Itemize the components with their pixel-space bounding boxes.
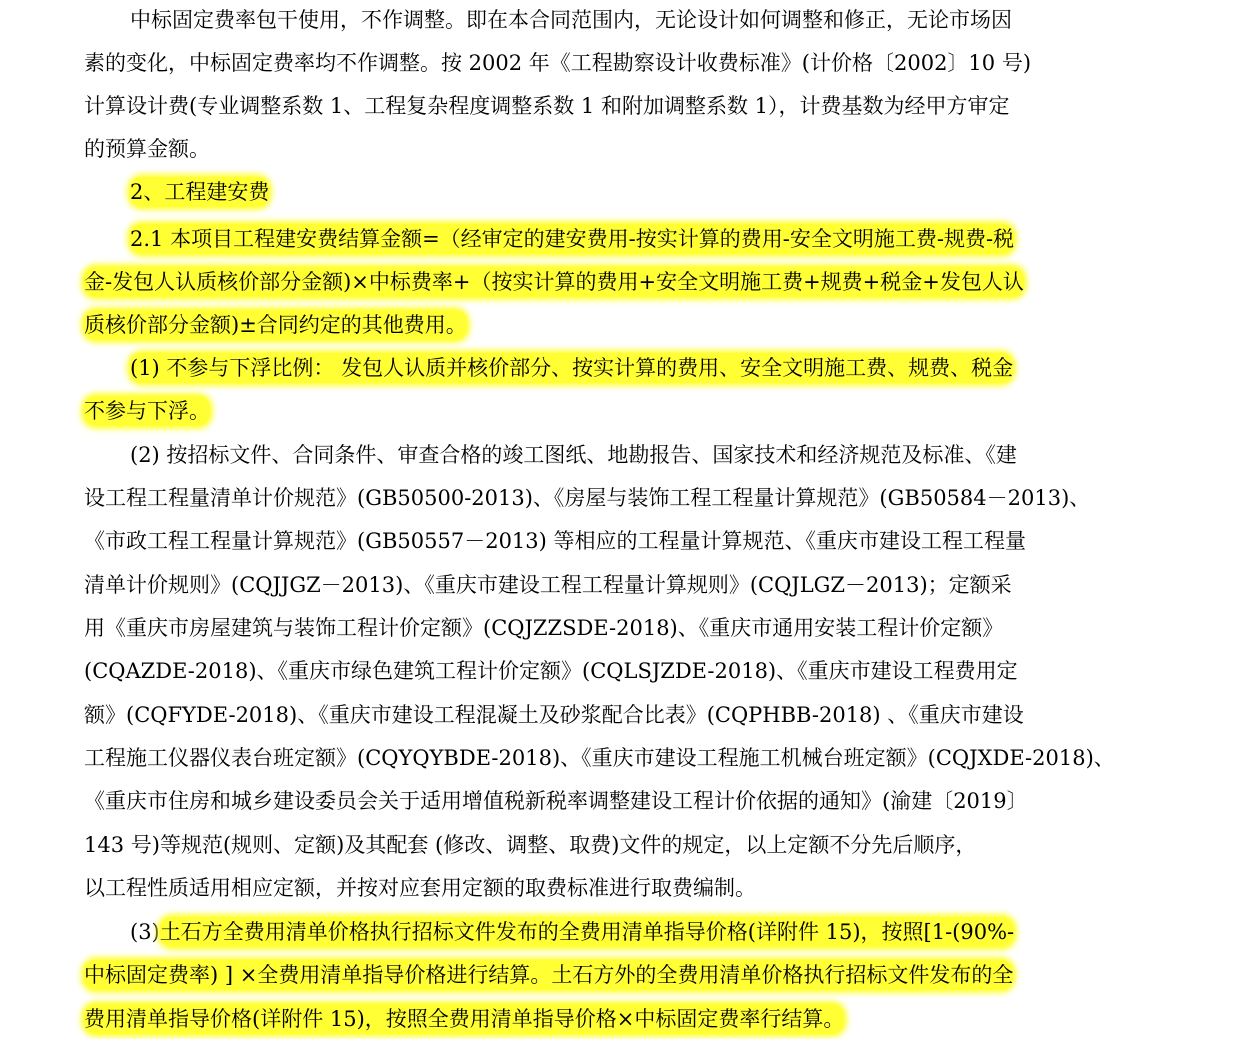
text-run: 计算设计费(专业调整系数 1、工程复杂程度调整系数 1 和附加调整系数 1），计费基数为经甲方审定 [84, 94, 1010, 118]
highlighted-text-run: 质核价部分金额)±合同约定的其他费用。 [84, 310, 467, 340]
text-run: 额》(CQFYDE-2018)、《重庆市建设工程混凝土及砂浆配合比表》(CQPHBB-2018) 、《重庆市建设 [84, 703, 1024, 727]
text-run: 143 号)等规范(规则、定额)及其配套 (修改、调整、取费)文件的规定，以上定额不分先后顺序， [84, 833, 977, 857]
paragraph-line [84, 91, 1009, 121]
text-run: (3) [130, 920, 160, 944]
text-run: 素的变化，中标固定费率均不作调整。按 2002 年《工程勘察设计收费标准》(计价格〔2002〕10 号) [84, 51, 1032, 75]
text-run: 以工程性质适用相应定额，并按对应套用定额的取费标准进行取费编制。 [84, 876, 756, 900]
paragraph-line [84, 570, 1012, 600]
text-run: 设工程工程量清单计价规范》(GB50500-2013)、《房屋与装饰工程工程量计算规范》(GB50584－2013)、 [84, 486, 1091, 510]
paragraph-line [84, 873, 756, 903]
text-run: 的预算金额。 [84, 137, 210, 161]
paragraph-line [84, 700, 1024, 730]
paragraph-line [130, 440, 1017, 470]
text-run: 《重庆市住房和城乡建设委员会关于适用增值税新税率调整建设工程计价依据的通知》(渝建〔2019〕 [84, 789, 1028, 813]
highlighted-text-run: 土石方全费用清单价格执行招标文件发布的全费用清单指导价格(详附件 15)，按照[1-(90%- [160, 917, 1014, 947]
highlighted-text-run: 金-发包人认质核价部分金额)×中标费率+（按实计算的费用+安全文明施工费+规费+税金+发包人认 [84, 267, 1024, 297]
paragraph-line [130, 353, 1013, 383]
paragraph-line [84, 830, 976, 860]
highlighted-text-run: 中标固定费率) ] ×全费用清单指导价格进行结算。土石方外的全费用清单价格执行招标文件发布的全 [84, 960, 1013, 990]
highlighted-text-run: 费用清单指导价格(详附件 15)，按照全费用清单指导价格×中标固定费率行结算。 [84, 1004, 844, 1034]
paragraph-line [130, 917, 1014, 947]
text-run: 用《重庆市房屋建筑与装饰工程计价定额》(CQJZZSDE-2018)、《重庆市通用安装工程计价定额》 [84, 616, 1004, 640]
paragraph-line [84, 483, 1090, 513]
text-run: 《市政工程工程量计算规范》(GB50557－2013) 等相应的工程量计算规范、《重庆市建设工程工程量 [84, 529, 1027, 553]
paragraph-line [84, 786, 1028, 816]
paragraph-line [84, 310, 467, 340]
paragraph-line [84, 960, 1013, 990]
paragraph-line [84, 396, 210, 426]
highlighted-text-run: 2、工程建安费 [130, 177, 269, 207]
paragraph-line [84, 134, 210, 164]
text-run: (CQAZDE-2018)、《重庆市绿色建筑工程计价定额》(CQLSJZDE-2018)、《重庆市建设工程费用定 [84, 659, 1018, 683]
highlighted-text-run: 2.1 本项目工程建安费结算金额=（经审定的建安费用-按实计算的费用-安全文明施工费-规费-税 [130, 224, 1014, 254]
paragraph-line [84, 1004, 844, 1034]
highlighted-text-run: (1) 不参与下浮比例： 发包人认质并核价部分、按实计算的费用、安全文明施工费、规费、税金 [130, 353, 1013, 383]
text-run: (2) 按招标文件、合同条件、审查合格的竣工图纸、地勘报告、国家技术和经济规范及标准、《建 [130, 443, 1017, 467]
section-heading [130, 177, 269, 207]
paragraph-line [84, 743, 1115, 773]
paragraph-line [130, 224, 1014, 254]
paragraph-line [84, 656, 1018, 686]
text-run: 清单计价规则》(CQJJGZ－2013)、《重庆市建设工程工程量计算规则》(CQJLGZ－2013)；定额采 [84, 573, 1012, 597]
text-run: 中标固定费率包干使用，不作调整。即在本合同范围内，无论设计如何调整和修正，无论市场因 [130, 8, 1012, 32]
highlighted-text-run: 不参与下浮。 [84, 396, 210, 426]
paragraph-line [84, 526, 1026, 556]
paragraph-line [84, 48, 1031, 78]
paragraph-line [130, 5, 1012, 35]
paragraph-line [84, 613, 1003, 643]
paragraph-line [84, 267, 1024, 297]
text-run: 工程施工仪器仪表台班定额》(CQYQYBDE-2018)、《重庆市建设工程施工机械台班定额》(CQJXDE-2018)、 [84, 746, 1115, 770]
